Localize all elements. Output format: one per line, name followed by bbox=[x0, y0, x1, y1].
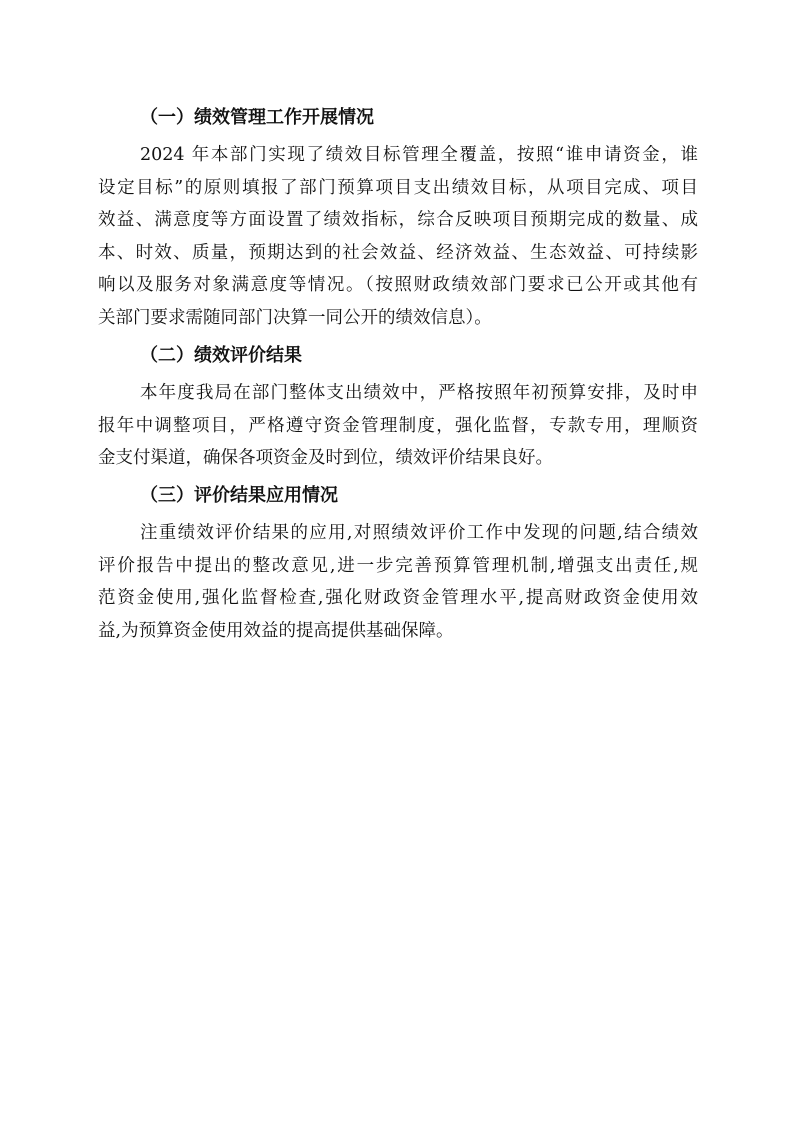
paragraph-line: 金支付渠道，确保各项资金及时到位，绩效评价结果良好。 bbox=[98, 448, 553, 469]
paragraph-line: 本、时效、质量，预期达到的社会效益、经济效益、生态效益、可持续影 bbox=[98, 242, 698, 263]
section-heading-performance-management: （一）绩效管理工作开展情况 bbox=[140, 107, 374, 128]
paragraph-performance-management bbox=[98, 139, 698, 335]
paragraph-evaluation-results bbox=[98, 377, 698, 475]
section-heading-results-application: （三）评价结果应用情况 bbox=[140, 485, 338, 506]
paragraph-line: 2024 年本部门实现了绩效目标管理全覆盖，按照“谁申请资金，谁 bbox=[140, 145, 698, 165]
paragraph-line: 益,为预算资金使用效益的提高提供基础保障。 bbox=[98, 620, 454, 641]
paragraph-line: 关部门要求需随同部门决算一同公开的绩效信息）。 bbox=[98, 307, 492, 328]
section-heading-evaluation-results: （二）绩效评价结果 bbox=[140, 345, 302, 366]
paragraph-line: 效益、满意度等方面设置了绩效指标，综合反映项目预期完成的数量、成 bbox=[98, 210, 698, 231]
paragraph-line: 响以及服务对象满意度等情况。（按照财政绩效部门要求已公开或其他有 bbox=[98, 275, 698, 296]
paragraph-line: 范资金使用,强化监督检查,强化财政资金管理水平,提高财政资金使用效 bbox=[98, 588, 698, 609]
paragraph-line: 报年中调整项目，严格遵守资金管理制度，强化监督，专款专用，理顺资 bbox=[98, 415, 698, 436]
paragraph-line: 本年度我局在部门整体支出绩效中，严格按照年初预算安排，及时申 bbox=[140, 383, 698, 403]
paragraph-line: 评价报告中提出的整改意见,进一步完善预算管理机制,增强支出责任,规 bbox=[98, 555, 698, 576]
paragraph-line: 设定目标”的原则填报了部门预算项目支出绩效目标，从项目完成、项目 bbox=[98, 177, 698, 198]
paragraph-results-application bbox=[98, 517, 698, 647]
paragraph-line: 注重绩效评价结果的应用,对照绩效评价工作中发现的问题,结合绩效 bbox=[140, 523, 698, 543]
